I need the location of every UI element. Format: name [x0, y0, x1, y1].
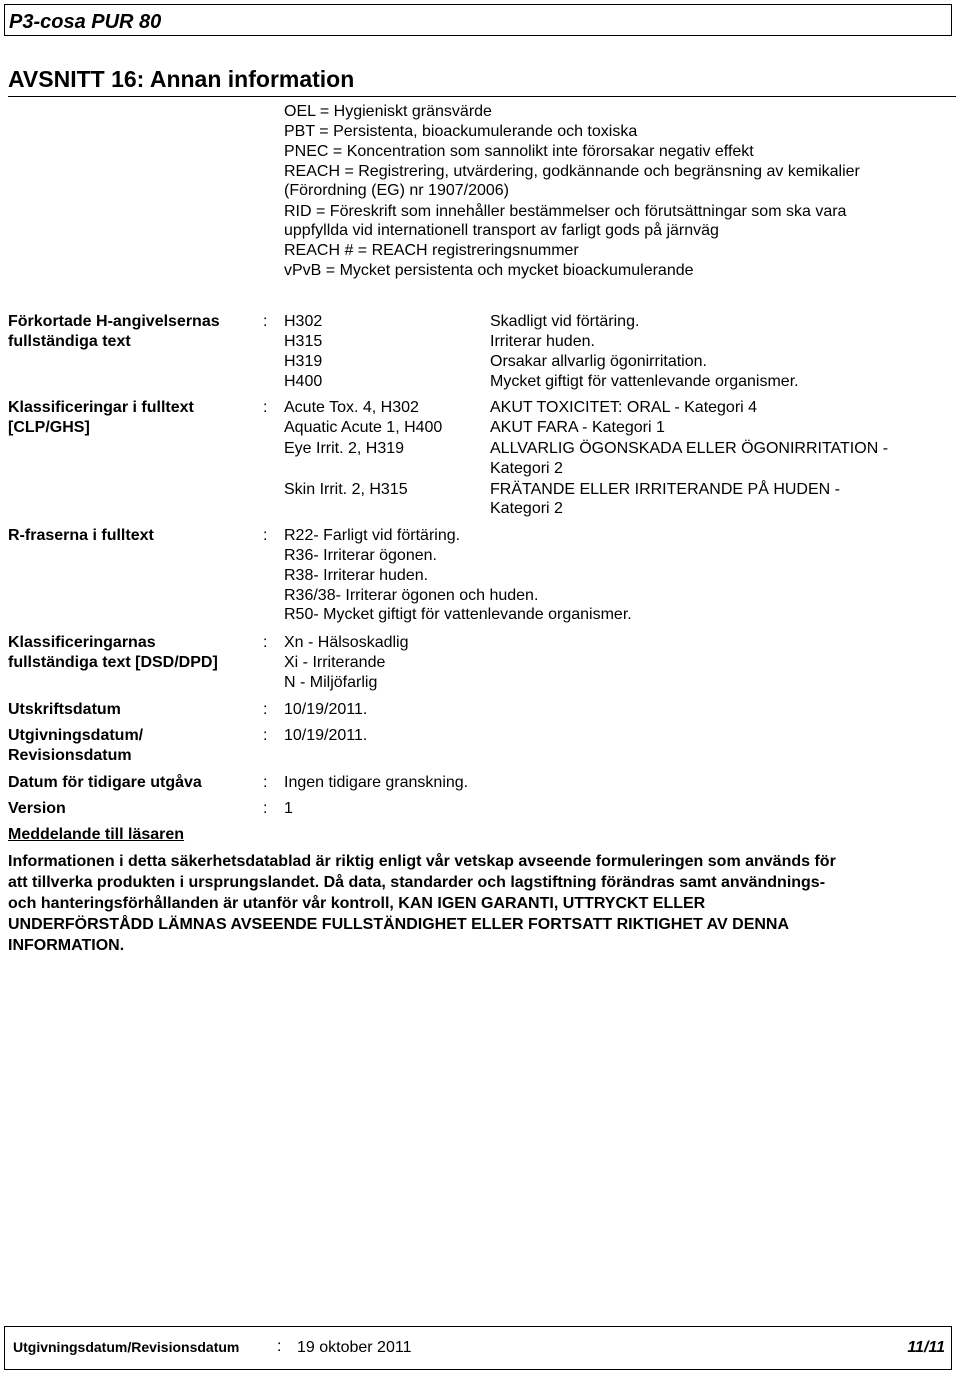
clp-code: Aquatic Acute 1, H400	[284, 419, 443, 436]
clp-text: AKUT TOXICITET: ORAL - Kategori 4	[490, 399, 758, 416]
clp-label: Klassificeringar i fulltext	[8, 399, 194, 416]
field-colon: :	[263, 634, 268, 651]
clp-text-cont: Kategori 2	[490, 500, 563, 517]
field-colon: :	[263, 701, 268, 718]
dsd-item: Xi - Irriterande	[284, 654, 386, 671]
section-title: AVSNITT 16: Annan information	[8, 66, 355, 92]
abbreviation-line: RID = Föreskrift som innehåller bestämmelser och förutsättningar som ska vara	[284, 203, 847, 220]
field-colon: :	[263, 527, 268, 544]
abbreviation-line: vPvB = Mycket persistenta och mycket bioackumulerande	[284, 262, 694, 279]
r-phrase: R22- Farligt vid förtäring.	[284, 527, 461, 544]
h-text: Orsakar allvarlig ögonirritation.	[490, 353, 707, 370]
dsd-label: Klassificeringarnas	[8, 634, 156, 651]
notice-text	[8, 851, 948, 956]
clp-text: FRÄTANDE ELLER IRRITERANDE PÅ HUDEN -	[490, 481, 840, 498]
footer-label: Utgivningsdatum/Revisionsdatum	[13, 1339, 240, 1355]
r-phrases-label: R-fraserna i fulltext	[8, 527, 154, 544]
abbreviation-line: uppfyllda vid internationell transport av farligt gods på järnväg	[284, 222, 719, 239]
h-text: Irriterar huden.	[490, 333, 595, 350]
dsd-item: N - Miljöfarlig	[284, 674, 378, 691]
dsd-label-cont: fullständiga text [DSD/DPD]	[8, 654, 218, 671]
product-name: P3-cosa PUR 80	[9, 11, 162, 33]
h-statements-label-cont: fullständiga text	[8, 333, 131, 350]
abbreviation-line: PNEC = Koncentration som sannolikt inte förorsakar negativ effekt	[284, 143, 754, 160]
r-phrase: R50- Mycket giftigt för vattenlevande organismer.	[284, 606, 632, 623]
issue-date-value: 10/19/2011.	[284, 727, 368, 744]
notice-heading: Meddelande till läsaren	[8, 826, 185, 843]
r-phrase: R36/38- Irriterar ögonen och huden.	[284, 587, 539, 604]
abbreviation-line: PBT = Persistenta, bioackumulerande och toxiska	[284, 123, 638, 140]
field-colon: :	[263, 774, 268, 791]
h-statements-label: Förkortade H-angivelsernas	[8, 313, 220, 330]
clp-text: ALLVARLIG ÖGONSKADA ELLER ÖGONIRRITATION -	[490, 440, 889, 457]
notice-line: Informationen i detta säkerhetsdatablad är riktig enligt vår vetskap avseende formuleringen som används för	[8, 853, 836, 870]
print-date-value: 10/19/2011.	[284, 701, 368, 718]
previous-issue-label: Datum för tidigare utgåva	[8, 774, 202, 791]
h-code: H319	[284, 353, 323, 370]
document-footer	[4, 1326, 952, 1370]
clp-code: Eye Irrit. 2, H319	[284, 440, 405, 457]
clp-text: AKUT FARA - Kategori 1	[490, 419, 665, 436]
r-phrase: R38- Irriterar huden.	[284, 567, 429, 584]
issue-date-label: Utgivningsdatum/	[8, 727, 144, 744]
document-header	[4, 4, 952, 36]
clp-label-cont: [CLP/GHS]	[8, 419, 90, 436]
clp-code: Acute Tox. 4, H302	[284, 399, 419, 416]
footer-colon: :	[277, 1338, 282, 1355]
h-text: Mycket giftigt för vattenlevande organismer.	[490, 373, 799, 390]
r-phrase: R36- Irriterar ögonen.	[284, 547, 437, 564]
notice-line: UNDERFÖRSTÅDD LÄMNAS AVSEENDE FULLSTÄNDIGHET ELLER FORTSATT RIKTIGHET AV DENNA	[8, 916, 790, 933]
abbreviation-line: REACH # = REACH registreringsnummer	[284, 242, 579, 259]
field-colon: :	[263, 399, 268, 416]
h-code: H400	[284, 373, 323, 390]
notice-line: att tillverka produkten i ursprungslandet. Då data, standarder och lagstiftning förändras samt användnings-	[8, 874, 826, 891]
version-label: Version	[8, 800, 66, 817]
previous-issue-value: Ingen tidigare granskning.	[284, 774, 469, 791]
section-divider	[8, 96, 956, 97]
issue-date-label-cont: Revisionsdatum	[8, 747, 132, 764]
h-text: Skadligt vid förtäring.	[490, 313, 640, 330]
h-code: H315	[284, 333, 323, 350]
h-code: H302	[284, 313, 323, 330]
notice-line: INFORMATION.	[8, 937, 125, 954]
field-colon: :	[263, 727, 268, 744]
page-number: 11/11	[907, 1339, 945, 1356]
abbreviation-line: REACH = Registrering, utvärdering, godkännande och begränsning av kemikalier	[284, 163, 860, 180]
field-colon: :	[263, 800, 268, 817]
notice-line: och hanteringsförhållanden är utanför vår kontroll, KAN IGEN GARANTI, UTTRYCKT ELLER	[8, 895, 706, 912]
print-date-label: Utskriftsdatum	[8, 701, 121, 718]
abbreviation-line: OEL = Hygieniskt gränsvärde	[284, 103, 492, 120]
version-value: 1	[284, 800, 293, 817]
clp-text-cont: Kategori 2	[490, 460, 563, 477]
field-colon: :	[263, 313, 268, 330]
clp-code: Skin Irrit. 2, H315	[284, 481, 408, 498]
footer-date: 19 oktober 2011	[297, 1339, 412, 1356]
abbreviation-line: (Förordning (EG) nr 1907/2006)	[284, 182, 509, 199]
dsd-item: Xn - Hälsoskadlig	[284, 634, 409, 651]
